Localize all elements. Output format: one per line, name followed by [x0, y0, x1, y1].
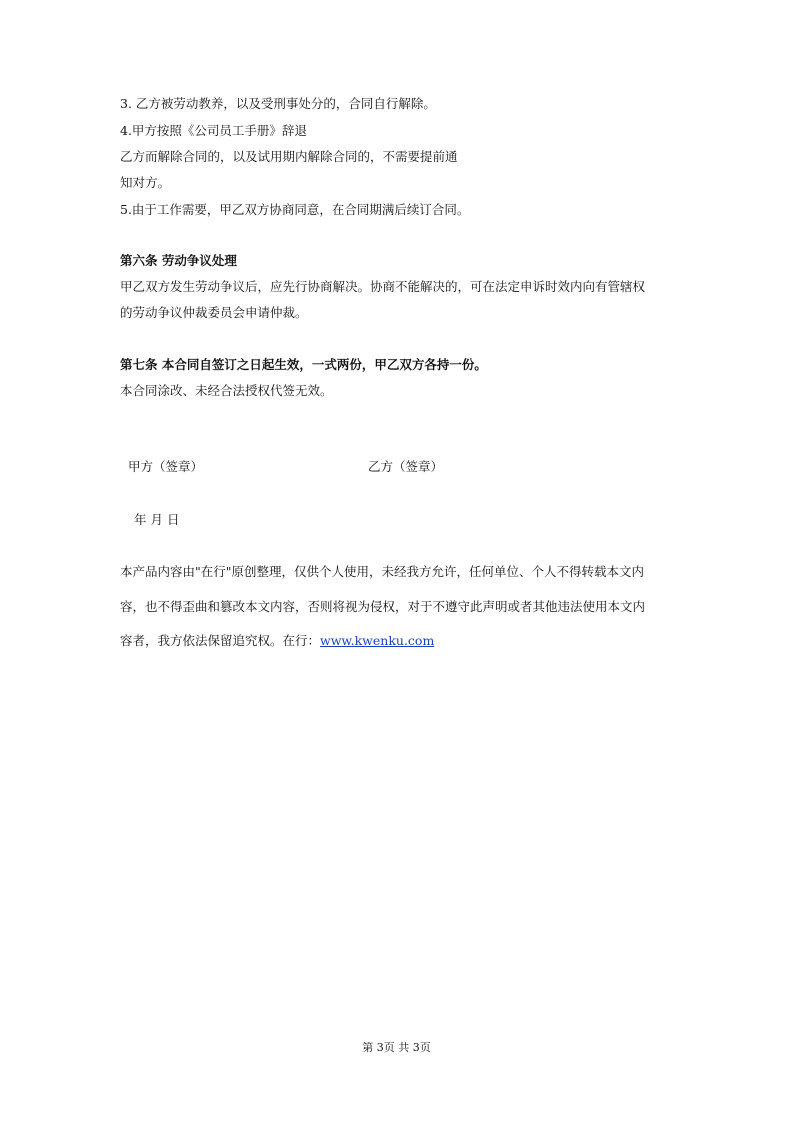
article-6-body-line-1: 甲乙双方发生劳动争议后，应先行协商解决。协商不能解决的，可在法定申诉时效内向有管辖权	[120, 279, 646, 294]
clause-item-5: 5.由于工作需要，甲乙双方协商同意，在合同期满后续订合同。	[120, 202, 470, 217]
clause-item-4-line-3: 知对方。	[120, 175, 171, 190]
article-7-body: 本合同涂改、未经合法授权代签无效。	[120, 383, 333, 398]
disclaimer-line-3-text: 容者，我方依法保留追究权。在行：	[120, 633, 321, 648]
clause-item-4-line-1: 4.甲方按照《公司员工手册》辞退	[120, 123, 307, 138]
disclaimer-line-1: 本产品内容由"在行"原创整理，仅供个人使用，未经我方允许，任何单位、个人不得转载本文内	[120, 564, 645, 579]
disclaimer-line-2: 容，也不得歪曲和篡改本文内容，否则将视为侵权，对于不遵守此声明或者其他违法使用本文内	[120, 599, 646, 614]
website-link[interactable]: www.kwenku.com	[320, 633, 435, 648]
page-footer: 第 3页 共 3页	[362, 1041, 431, 1054]
clause-item-4-line-2: 乙方而解除合同的，以及试用期内解除合同的，不需要提前通	[120, 149, 458, 164]
article-6-heading: 第六条 劳动争议处理	[120, 253, 237, 268]
clause-item-3: 3. 乙方被劳动教养，以及受刑事处分的，合同自行解除。	[120, 96, 436, 111]
signature-date: 年 月 日	[134, 512, 180, 527]
party-a-signature: 甲方（签章）	[128, 459, 204, 474]
party-b-signature: 乙方（签章）	[368, 459, 444, 474]
article-7-heading: 第七条 本合同自签订之日起生效，一式两份，甲乙双方各持一份。	[120, 357, 487, 372]
article-6-body-line-2: 的劳动争议仲裁委员会申请仲裁。	[120, 305, 308, 320]
disclaimer-line-3	[120, 633, 434, 649]
